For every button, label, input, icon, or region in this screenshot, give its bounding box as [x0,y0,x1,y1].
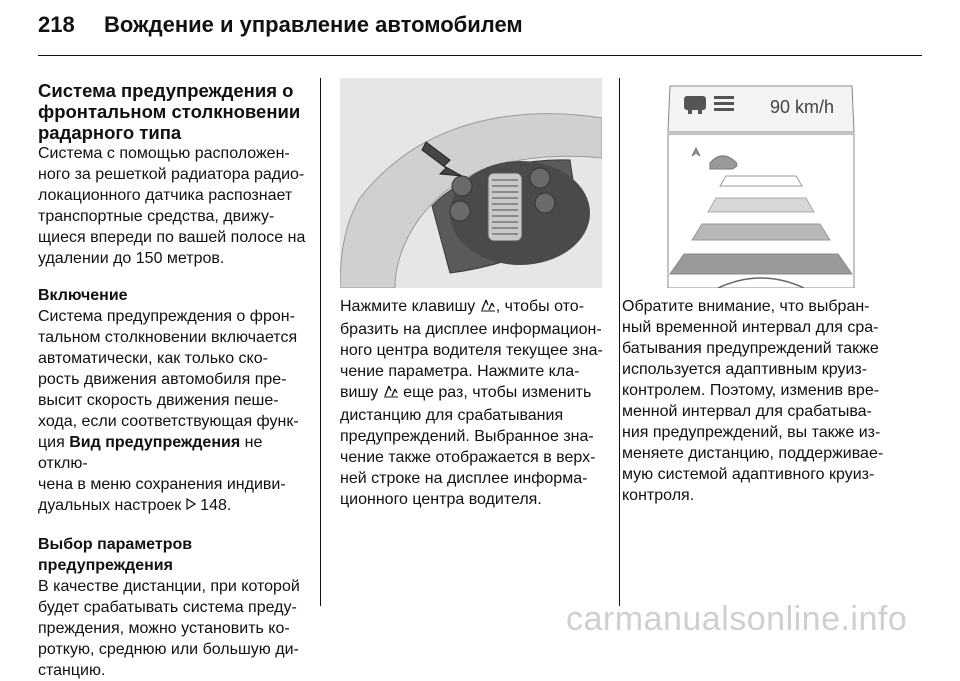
text-line: ния предупреждений, вы также из- [622,424,881,441]
text-line: высит скорость движения пеше- [38,392,279,409]
following-distance-bars-icon [714,96,734,111]
following-distance-icon [383,383,399,405]
text-line [340,296,605,319]
text-span: дуальных настроек [38,497,186,514]
page-reference[interactable]: 148. [200,497,232,514]
dic-display-illustration [622,78,900,288]
text-span: , чтобы ото- [495,298,585,315]
text-line: предупреждений. Выбранное зна- [340,428,594,445]
text-line: чение параметра. Нажмите кла- [340,363,580,380]
text-line: Система с помощью расположен- [38,145,290,162]
text-line: транспортные средства, движу- [38,208,275,225]
text-span: вишу [340,384,383,401]
text-line: мую системой адаптивного круиз- [622,466,875,483]
text-line: бразить на дисплее информацион- [340,321,602,338]
heading-line: Выбор параметров [38,536,193,553]
title-line: фронтальном столкновении [38,101,301,122]
text-line: ционного центра водителя. [340,491,542,508]
text-line: контроля. [622,487,695,504]
text-line: щиеся впереди по вашей полосе на [38,229,306,246]
arrow-right-outline-icon [186,495,196,516]
text-line: чена в меню сохранения индиви- [38,476,286,493]
section-title: Вождение и управление автомобилем [104,12,523,37]
following-distance-icon [480,297,496,319]
text-line: ней строке на дисплее информа- [340,470,588,487]
text-line: менной интервал для срабатыва- [622,403,872,420]
enable-paragraph [38,306,306,516]
text-line: тальном столкновении включается [38,329,298,346]
title-line: радарного типа [38,122,182,143]
text-line: станцию. [38,662,106,679]
text-span: Нажмите клавишу [340,298,480,315]
article-title [38,80,306,143]
driver-info-display-figure [622,78,900,288]
intro-paragraph [38,143,306,269]
text-line: В качестве дистанции, при которой [38,578,300,595]
text-line: меняете дистанцию, поддерживае- [622,445,884,462]
text-line: будет срабатывать система преду- [38,599,297,616]
enable-heading: Включение [38,287,128,304]
speed-readout: 90 km/h [770,97,835,117]
title-line: Система предупреждения о [38,80,294,101]
heading-line: предупреждения [38,557,173,574]
watermark: carmanualsonline.info [566,600,908,638]
text-line: Система предупреждения о фрон- [38,308,295,325]
text-line: Обратите внимание, что выбран- [622,298,870,315]
text-line: удалении до 150 метров. [38,250,225,267]
text-line: контролем. Поэтому, изменив вре- [622,382,880,399]
column-3 [622,296,907,506]
text-line: используется адаптивным круиз- [622,361,868,378]
column-2 [340,296,605,510]
text-line: рость движения автомобиля пре- [38,371,287,388]
text-span: еще раз, чтобы изменить [398,384,592,401]
column-separator-2 [619,78,620,606]
steering-wheel-figure [340,78,602,288]
text-line: ный временной интервал для сра- [622,319,879,336]
text-span: не отклю- [38,434,263,472]
text-line: роткую, среднюю или большую ди- [38,641,299,658]
text-line [38,432,306,474]
text-line: хода, если соответствующая функ- [38,413,299,430]
text-line: чение также отображается в верх- [340,449,596,466]
page-header [38,12,523,38]
text-line: ного центра водителя текущее зна- [340,342,603,359]
text-line: автоматически, как только ско- [38,350,268,367]
page-number: 218 [38,12,75,37]
params-paragraph [38,576,306,681]
header-rule [38,55,922,56]
steering-wheel-illustration [340,78,602,288]
column-1 [38,80,306,681]
text-line: ного за решеткой радиатора радио- [38,166,305,183]
text-line [38,495,306,516]
params-heading [38,534,306,576]
column-separator-1 [320,78,321,606]
text-span: ция [38,434,70,451]
text-line: батывания предупреждений также [622,340,879,357]
text-line: преждения, можно установить ко- [38,620,290,637]
text-line [340,382,605,405]
setting-name: Вид предупреждения [69,434,241,451]
text-line: локационного датчика распознает [38,187,293,204]
text-line: дистанцию для срабатывания [340,407,564,424]
